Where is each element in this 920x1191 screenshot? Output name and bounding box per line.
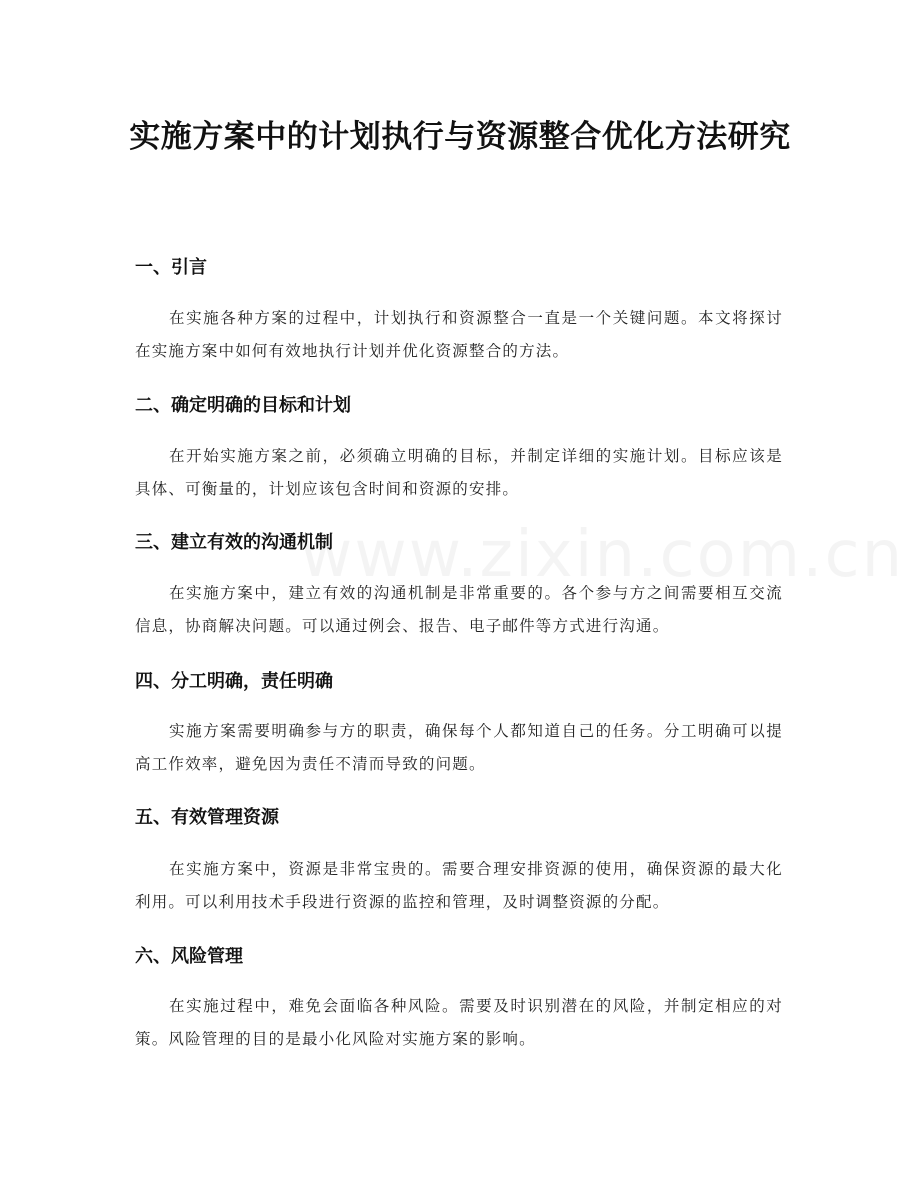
section-paragraph-intro: 在实施各种方案的过程中，计划执行和资源整合一直是一个关键问题。本文将探讨在实施方案中如何有效地执行计划并优化资源整合的方法。 bbox=[135, 309, 783, 360]
section-paragraph-communication: 在实施方案中，建立有效的沟通机制是非常重要的。各个参与方之间需要相互交流信息，协商解决问题。可以通过例会、报告、电子邮件等方式进行沟通。 bbox=[135, 584, 783, 635]
section-heading-responsibility: 四、分工明确，责任明确 bbox=[135, 671, 333, 692]
section-paragraph-risk: 在实施过程中，难免会面临各种风险。需要及时识别潜在的风险，并制定相应的对策。风险管理的目的是最小化风险对实施方案的影响。 bbox=[135, 997, 783, 1048]
section-paragraph-responsibility: 实施方案需要明确参与方的职责，确保每个人都知道自己的任务。分工明确可以提高工作效率，避免因为责任不清而导致的问题。 bbox=[135, 722, 783, 773]
section-heading-intro: 一、引言 bbox=[135, 257, 207, 278]
section-heading-resources: 五、有效管理资源 bbox=[135, 807, 279, 828]
section-heading-communication: 三、建立有效的沟通机制 bbox=[135, 532, 333, 553]
document-title: 实施方案中的计划执行与资源整合优化方法研究 bbox=[129, 119, 791, 155]
section-heading-risk: 六、风险管理 bbox=[135, 946, 243, 967]
section-heading-goals: 二、确定明确的目标和计划 bbox=[135, 395, 351, 416]
section-paragraph-goals: 在开始实施方案之前，必须确立明确的目标，并制定详细的实施计划。目标应该是具体、可衡量的，计划应该包含时间和资源的安排。 bbox=[135, 447, 783, 498]
section-paragraph-resources: 在实施方案中，资源是非常宝贵的。需要合理安排资源的使用，确保资源的最大化利用。可以利用技术手段进行资源的监控和管理，及时调整资源的分配。 bbox=[135, 860, 783, 911]
